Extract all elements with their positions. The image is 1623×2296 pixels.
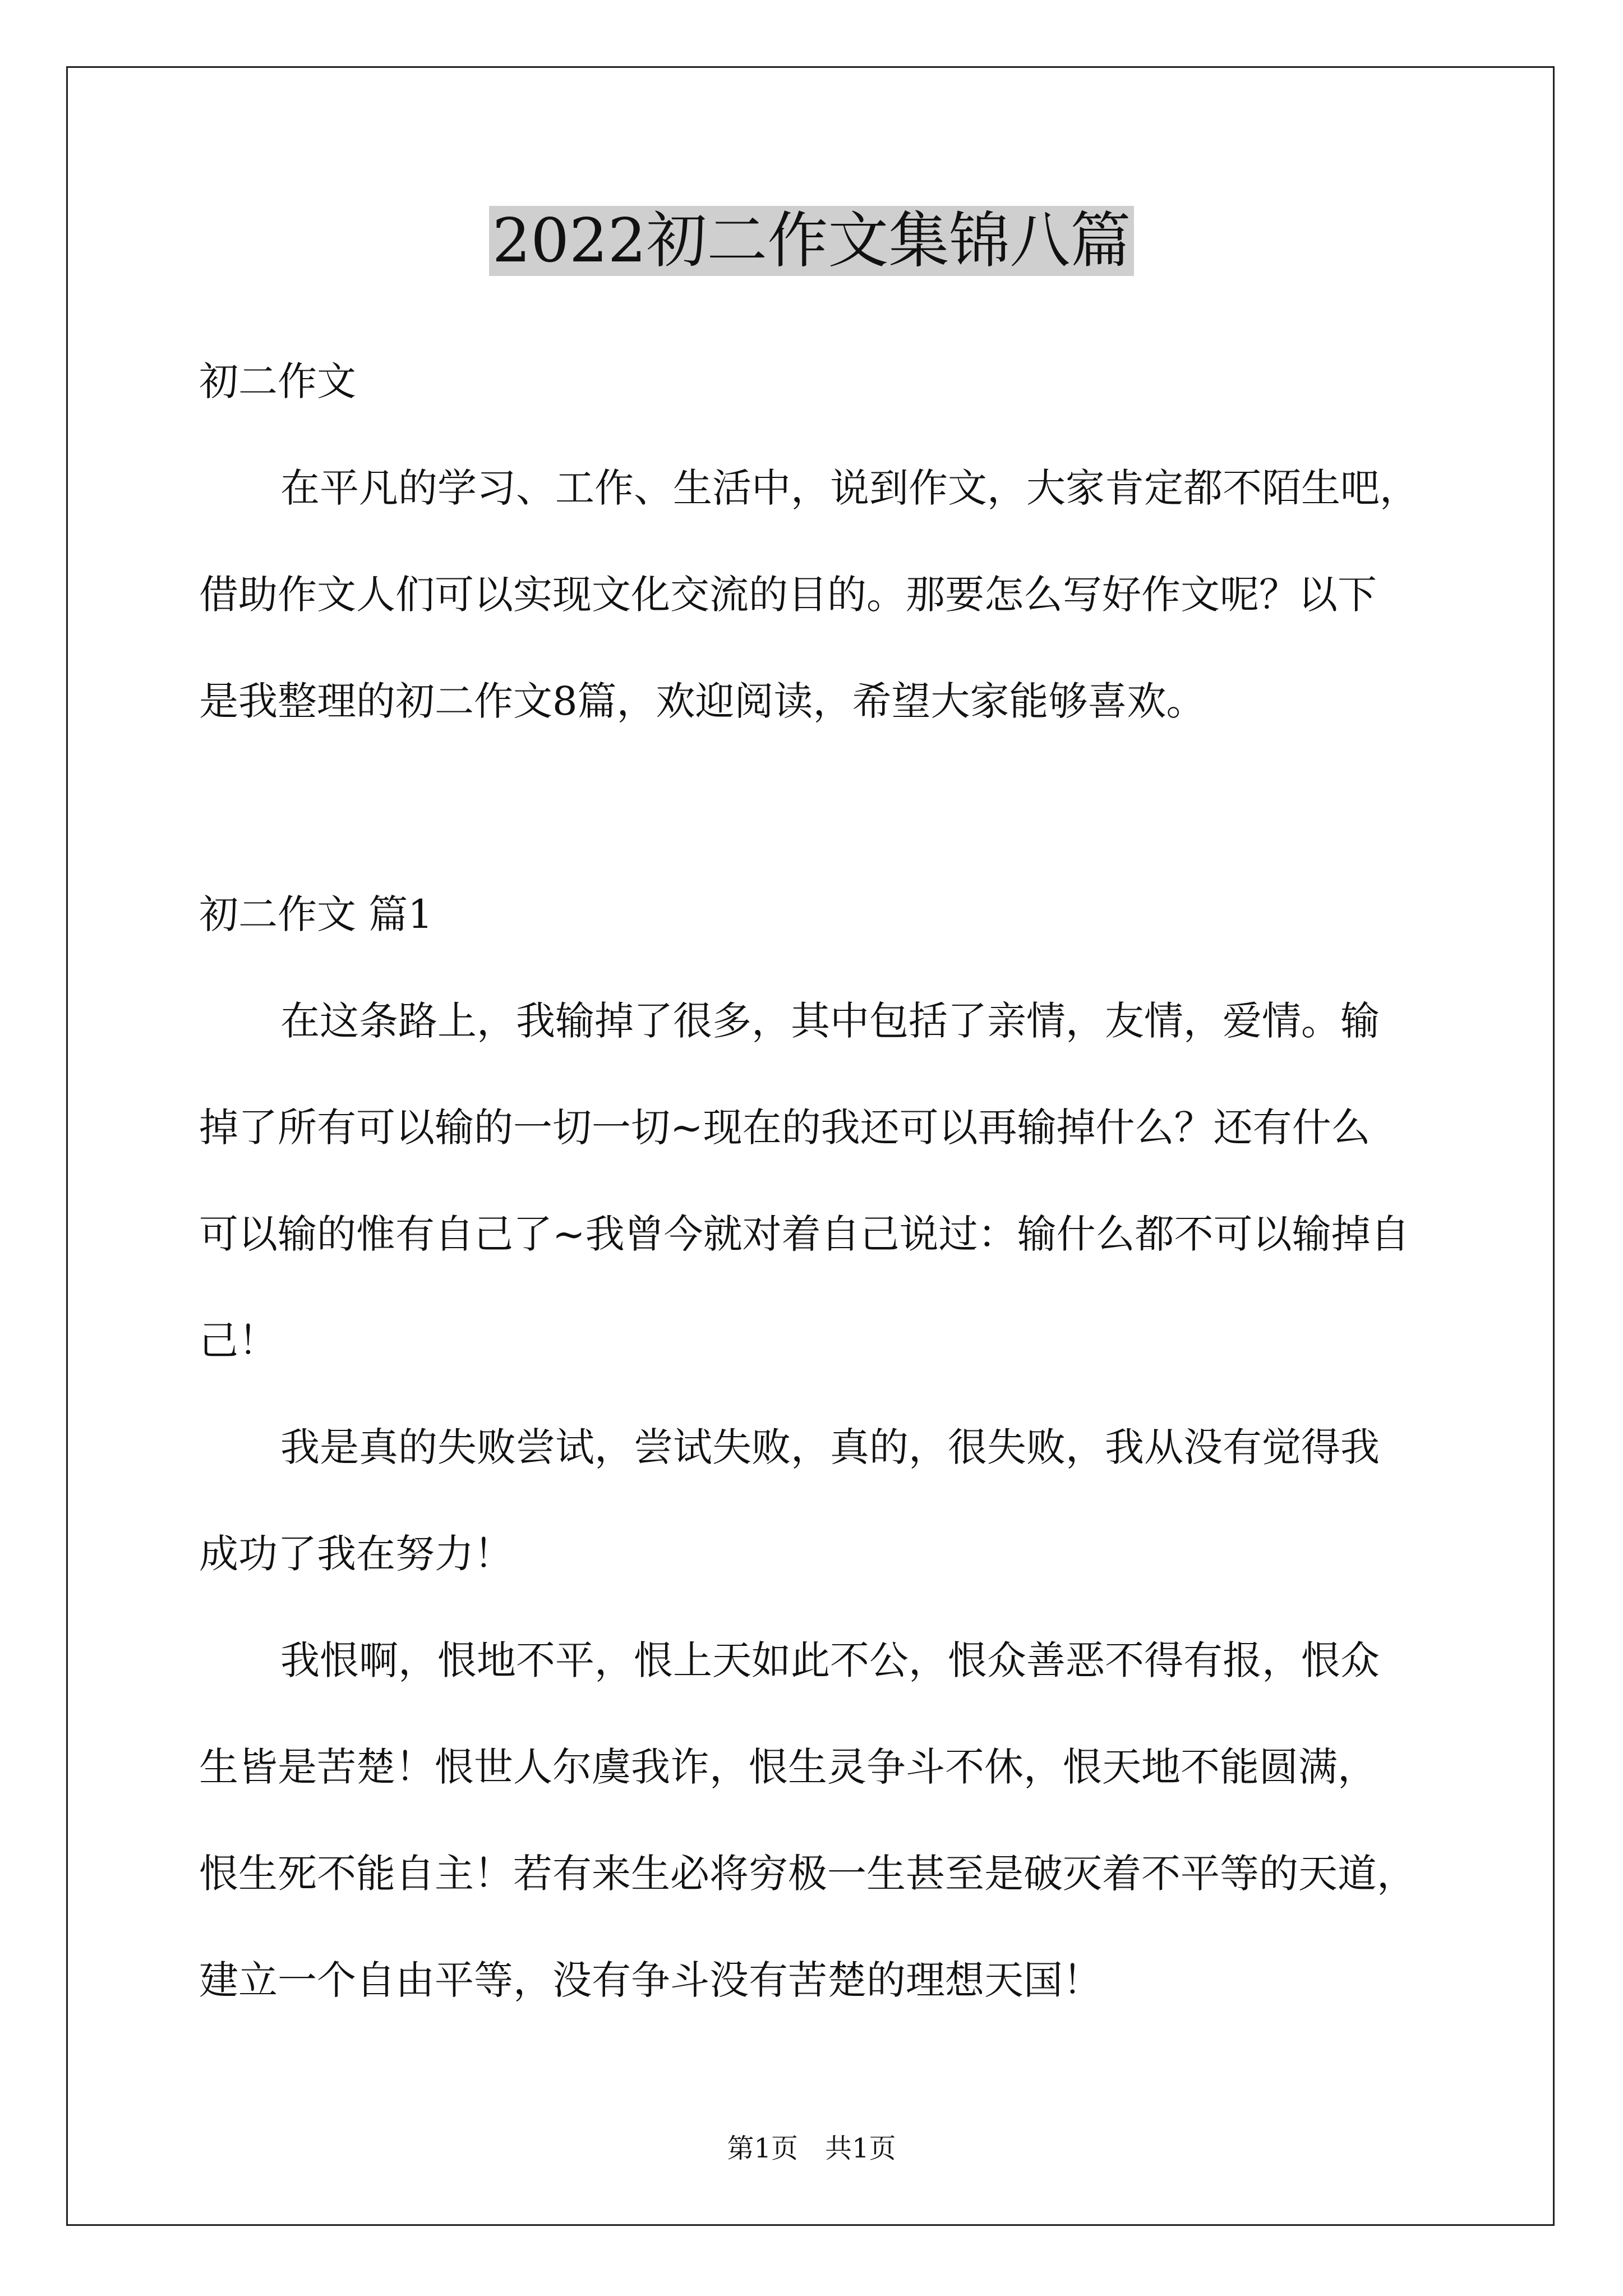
document-title: 2022初二作文集锦八篇 (0, 199, 1623, 283)
article-line-4: 己！ (199, 1318, 278, 1364)
article-line-2: 掉了所有可以输的一切一切~现在的我还可以再输掉什么？还有什么 (199, 1105, 1371, 1151)
article-line-6: 成功了我在努力！ (199, 1531, 513, 1577)
intro-line-2: 借助作文人们可以实现文化交流的目的。那要怎么写好作文呢？以下 (199, 572, 1377, 618)
article-line-10: 建立一个自由平等，没有争斗没有苦楚的理想天国！ (199, 1957, 1102, 2003)
intro-line-1: 在平凡的学习、工作、生活中，说到作文，大家肯定都不陌生吧， (280, 465, 1419, 511)
article-line-3: 可以输的惟有自己了~我曾今就对着自己说过：输什么都不可以输掉自 (199, 1211, 1410, 1257)
page-footer: 第1页 共1页 (727, 2133, 896, 2164)
article-line-1: 在这条路上，我输掉了很多，其中包括了亲情，友情，爱情。输 (280, 998, 1380, 1044)
article-heading: 初二作文 篇1 (199, 891, 433, 937)
article-line-9: 恨生死不能自主！若有来生必将穷极一生甚至是破灭着不平等的天道， (199, 1851, 1416, 1897)
article-line-8: 生皆是苦楚！恨世人尔虞我诈，恨生灵争斗不休，恨天地不能圆满， (199, 1744, 1377, 1790)
article-line-5: 我是真的失败尝试，尝试失败，真的，很失败，我从没有觉得我 (280, 1424, 1380, 1470)
article-line-7: 我恨啊，恨地不平，恨上天如此不公，恨众善恶不得有报，恨众 (280, 1637, 1380, 1683)
section-heading: 初二作文 (199, 358, 356, 404)
intro-line-3: 是我整理的初二作文8篇，欢迎阅读，希望大家能够喜欢。 (199, 678, 1206, 724)
